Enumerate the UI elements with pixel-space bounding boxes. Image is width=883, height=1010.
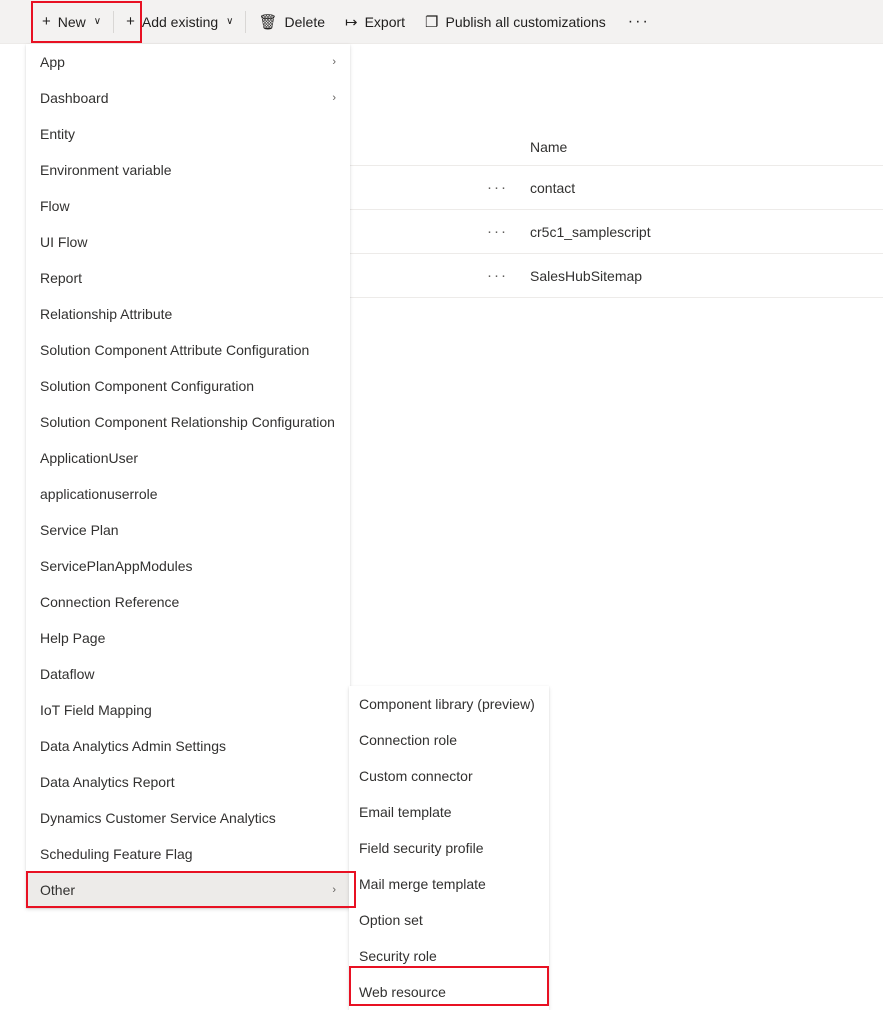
chevron-down-icon: ∨: [93, 16, 102, 27]
submenu-item-label: Mail merge template: [359, 876, 486, 892]
row-context-menu-icon[interactable]: ···: [487, 179, 508, 196]
new-button-label: New: [57, 13, 86, 30]
submenu-item-label: Web resource: [359, 984, 446, 1000]
submenu-item-label: Field security profile: [359, 840, 484, 856]
grid-header-row: [350, 128, 883, 166]
row-name-cell: SalesHubSitemap: [530, 267, 643, 284]
menu-item-other[interactable]: [26, 872, 350, 908]
command-bar-divider: [113, 11, 114, 33]
submenu-item-option-set[interactable]: [349, 902, 549, 938]
publish-all-customizations-button[interactable]: [415, 0, 616, 44]
chevron-right-icon: ›: [332, 92, 336, 104]
add-existing-button-label: Add existing: [141, 13, 219, 30]
menu-item-label: Service Plan: [40, 522, 119, 538]
row-name-cell: contact: [530, 179, 576, 196]
menu-item-flow[interactable]: [26, 188, 350, 224]
menu-item-ui-flow[interactable]: [26, 224, 350, 260]
menu-item-relationship-attribute[interactable]: [26, 296, 350, 332]
menu-item-label: Scheduling Feature Flag: [40, 846, 193, 862]
grid-column-header-name: Name: [530, 138, 568, 155]
export-button[interactable]: [335, 0, 415, 44]
submenu-item-custom-connector[interactable]: [349, 758, 549, 794]
submenu-item-label: Custom connector: [359, 768, 473, 784]
row-context-menu-icon[interactable]: ···: [487, 223, 508, 240]
menu-item-label: ApplicationUser: [40, 450, 139, 466]
submenu-item-security-role[interactable]: [349, 938, 549, 974]
plus-icon: +: [42, 13, 51, 30]
menu-item-service-plan[interactable]: [26, 512, 350, 548]
submenu-item-component-library[interactable]: [349, 686, 549, 722]
menu-item-label: Solution Component Attribute Configuration: [40, 342, 310, 358]
delete-button-label: Delete: [284, 13, 325, 30]
submenu-item-label: Option set: [359, 912, 423, 928]
plus-icon: +: [126, 13, 135, 30]
menu-item-label: Solution Component Configuration: [40, 378, 255, 394]
menu-item-data-analytics-report[interactable]: [26, 764, 350, 800]
menu-item-label: IoT Field Mapping: [40, 702, 152, 718]
row-name-cell: cr5c1_samplescript: [530, 223, 651, 240]
menu-item-label: Data Analytics Admin Settings: [40, 738, 226, 754]
menu-item-label: Environment variable: [40, 162, 172, 178]
menu-item-dashboard[interactable]: [26, 80, 350, 116]
menu-item-label: UI Flow: [40, 234, 88, 250]
menu-item-label: Entity: [40, 126, 76, 142]
new-menu: [26, 44, 350, 908]
menu-item-app[interactable]: [26, 44, 350, 80]
table-row[interactable]: [350, 254, 883, 298]
submenu-item-connection-role[interactable]: [349, 722, 549, 758]
submenu-item-label: Connection role: [359, 732, 458, 748]
menu-item-dataflow[interactable]: [26, 656, 350, 692]
menu-item-label: Flow: [40, 198, 70, 214]
chevron-right-icon: ›: [332, 884, 336, 896]
menu-item-label: Relationship Attribute: [40, 306, 173, 322]
publish-icon: ❐: [425, 13, 439, 31]
command-bar-overflow-button[interactable]: ···: [627, 12, 650, 30]
delete-button[interactable]: [248, 0, 335, 44]
submenu-item-label: Component library (preview): [359, 696, 535, 712]
submenu-item-email-template[interactable]: [349, 794, 549, 830]
menu-item-solution-component-attribute-configuration[interactable]: [26, 332, 350, 368]
export-icon: ↦: [345, 13, 358, 31]
menu-item-solution-component-relationship-configuration[interactable]: [26, 404, 350, 440]
menu-item-label: Data Analytics Report: [40, 774, 175, 790]
menu-item-scheduling-feature-flag[interactable]: [26, 836, 350, 872]
submenu-item-web-resource[interactable]: [349, 974, 549, 1010]
menu-item-label: Connection Reference: [40, 594, 180, 610]
menu-item-label: Other: [40, 882, 76, 898]
menu-item-serviceplanappmodules[interactable]: [26, 548, 350, 584]
publish-all-customizations-label: Publish all customizations: [445, 13, 606, 30]
submenu-item-label: Security role: [359, 948, 437, 964]
menu-item-applicationuser[interactable]: [26, 440, 350, 476]
new-button[interactable]: [32, 0, 111, 44]
menu-item-iot-field-mapping[interactable]: [26, 692, 350, 728]
submenu-item-mail-merge-template[interactable]: [349, 866, 549, 902]
table-row[interactable]: [350, 210, 883, 254]
menu-item-dynamics-customer-service-analytics[interactable]: [26, 800, 350, 836]
menu-item-label: App: [40, 54, 65, 70]
submenu-item-label: Email template: [359, 804, 452, 820]
menu-item-label: Help Page: [40, 630, 106, 646]
export-button-label: Export: [364, 13, 406, 30]
menu-item-label: ServicePlanAppModules: [40, 558, 193, 574]
menu-item-label: Dataflow: [40, 666, 95, 682]
chevron-down-icon: ∨: [226, 16, 234, 27]
add-existing-button[interactable]: [116, 0, 243, 44]
menu-item-data-analytics-admin-settings[interactable]: [26, 728, 350, 764]
menu-item-label: Solution Component Relationship Configuration: [40, 414, 335, 430]
chevron-right-icon: ›: [332, 56, 336, 68]
menu-item-entity[interactable]: [26, 116, 350, 152]
command-bar-divider: [245, 11, 246, 33]
menu-item-solution-component-configuration[interactable]: [26, 368, 350, 404]
menu-item-label: Dashboard: [40, 90, 109, 106]
table-row[interactable]: [350, 166, 883, 210]
menu-item-help-page[interactable]: [26, 620, 350, 656]
menu-item-label: Dynamics Customer Service Analytics: [40, 810, 276, 826]
command-bar: [0, 0, 883, 44]
menu-item-applicationuserrole[interactable]: [26, 476, 350, 512]
menu-item-label: applicationuserrole: [40, 486, 158, 502]
trash-icon: 🗑: [258, 13, 278, 31]
menu-item-environment-variable[interactable]: [26, 152, 350, 188]
other-submenu: [349, 686, 549, 1010]
menu-item-report[interactable]: [26, 260, 350, 296]
menu-item-connection-reference[interactable]: [26, 584, 350, 620]
submenu-item-field-security-profile[interactable]: [349, 830, 549, 866]
menu-item-label: Report: [40, 270, 83, 286]
row-context-menu-icon[interactable]: ···: [487, 267, 508, 284]
